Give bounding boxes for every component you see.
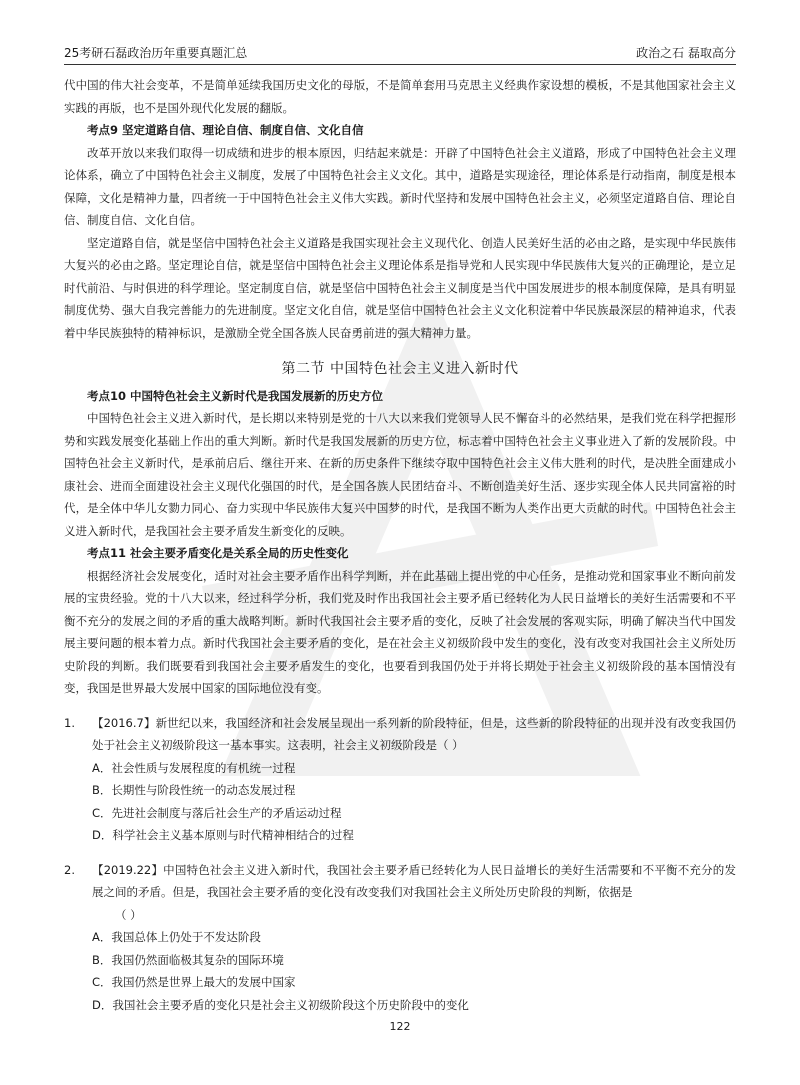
option-d[interactable]: D．科学社会主义基本原则与时代精神相结合的过程 [92,828,354,842]
kaodian-11-title: 考点11 社会主要矛盾变化是关系全局的历史性变化 [87,546,349,560]
question-number: 1. [64,715,75,730]
question-1 [64,712,736,757]
option-b[interactable]: B．我国仍然面临极其复杂的国际环境 [92,952,284,967]
kaodian-9-title: 考点9 坚定道路自信、理论自信、制度自信、文化自信 [87,123,364,137]
paragraph: 中国特色社会主义进入新时代，是长期以来特别是党的十八大以来我们党领导人民不懈奋斗的必然结果，是我们党在科学把握形势和实践发展变化基础上作出的重大判断。新时代是我国发展新的历史方位，标志着中国特色社会主义事业进入了新的发展阶段。中国特色社会主义新时代，是承前启后、继往开来、在新的历史条件下继续夺取中国特色社会主义伟大胜利的时代，是决胜全面建成小康社会、进而全面建设社会主义现代化强国的时代，是全国各族人民团结奋斗、不断创造美好生活、逐步实现全体人民共同富裕的时代，是全体中华儿女勠力同心、奋力实现中华民族伟大复兴中国梦的时代，是我国不断为人类作出更大贡献的时代。中国特色社会主义进入新时代，是我国社会主要矛盾发生新变化的反映。 [64,411,736,538]
option-d[interactable]: D．我国社会主要矛盾的变化只是社会主义初级阶段这个历史阶段中的变化 [92,997,469,1012]
paragraph: 代中国的伟大社会变革，不是简单延续我国历史文化的母版，不是简单套用马克思主义经典作家设想的模板，不是其他国家社会主义实践的再版，也不是国外现代化发展的翻版。 [64,78,736,115]
header-slogan: 政治之石 磊取高分 [636,46,736,60]
question-stem: 【2016.7】新世纪以来，我国经济和社会发展呈现出一系列新的阶段特征，但是，这些新的阶段特征的出现并没有改变我国仍处于社会主义初级阶段这一基本事实。这表明，社会主义初级阶段是（ ） [92,715,736,752]
option-c[interactable]: C．我国仍然是世界上最大的发展中国家 [92,975,296,989]
option-a[interactable]: A．我国总体上仍处于不发达阶段 [92,930,261,944]
option-a[interactable]: A．社会性质与发展程度的有机统一过程 [92,760,296,775]
kaodian-10-title: 考点10 中国特色社会主义新时代是我国发展新的历史方位 [87,388,384,403]
page-header [64,38,736,65]
question-2 [64,859,736,927]
section-title: 第二节 中国特色社会主义进入新时代 [281,361,519,377]
header-title: 25考研石磊政治历年重要真题汇总 [64,46,248,60]
paragraph: 改革开放以来我们取得一切成绩和进步的根本原因，归结起来就是：开辟了中国特色社会主义道路，形成了中国特色社会主义理论体系，确立了中国特色社会主义制度，发展了中国特色社会主义文化。其中，道路是实现途径，理论体系是行动指南，制度是根本保障，文化是精神力量，四者统一于中国特色社会主义伟大实践。新时代坚持和发展中国特色社会主义，必须坚定道路自信、理论自信、制度自信、文化自信。 [64,145,736,227]
page-content [64,74,736,1016]
option-c[interactable]: C．先进社会制度与落后社会生产的矛盾运动过程 [92,805,342,820]
option-b[interactable]: B．长期性与阶段性统一的动态发展过程 [92,783,296,797]
question-number: 2. [64,862,75,877]
paragraph: 根据经济社会发展变化，适时对社会主要矛盾作出科学判断，并在此基础上提出党的中心任务，是推动党和国家事业不断向前发展的宝贵经验。党的十八大以来，经过科学分析，我们党及时作出我国社会主要矛盾已经转化为人民日益增长的美好生活需要和不平衡不充分的发展之间的矛盾的重大战略判断。新时代我国社会主要矛盾的变化，反映了社会发展的客观实际，明确了解决当代中国发展主要问题的根本着力点。新时代我国社会主要矛盾的变化，是在社会主义初级阶段中发生的变化，没有改变对我国社会主义所处历史阶段的判断。我们既要看到我国社会主要矛盾发生的变化，也要看到我国仍处于并将长期处于社会主义初级阶段的基本国情没有变，我国是世界最大发展中国家的国际地位没有变。 [64,568,736,695]
answer-blank: （ ） [115,907,142,922]
question-stem: 【2019.22】中国特色社会主义进入新时代，我国社会主要矛盾已经转化为人民日益增长的美好生活需要和不平衡不充分的发展之间的矛盾。但是，我国社会主要矛盾的变化没有改变我们对我国社会主义所处历史阶段的判断，依据是 [92,862,736,899]
paragraph: 坚定道路自信，就是坚信中国特色社会主义道路是我国实现社会主义现代化、创造人民美好生活的必由之路，是实现中华民族伟大复兴的必由之路。坚定理论自信，就是坚信中国特色社会主义理论体系是指导党和人民实现中华民族伟大复兴的正确理论，是立足时代前沿、与时俱进的科学理论。坚定制度自信，就是坚信中国特色社会主义制度是当代中国发展进步的根本制度保障，是具有明显制度优势、强大自我完善能力的先进制度。坚定文化自信，就是坚信中国特色社会主义文化积淀着中华民族最深层的精神追求，代表着中华民族独特的精神标识，是激励全党全国各族人民奋勇前进的强大精神力量。 [64,235,736,340]
page-number: 122 [389,1020,411,1033]
